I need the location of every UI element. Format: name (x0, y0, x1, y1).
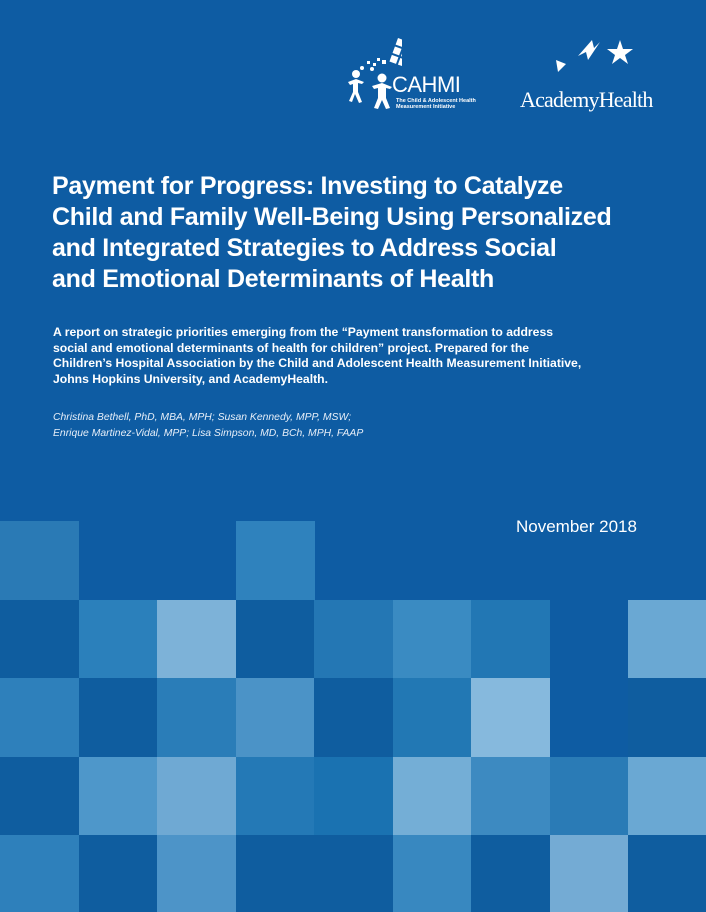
mosaic-tile (628, 678, 706, 757)
description-line-4: Johns Hopkins University, and AcademyHealth. (53, 371, 328, 386)
mosaic-tile (236, 600, 315, 679)
cahmi-subtitle (396, 98, 486, 110)
cahmi-subtitle-line1: The Child & Adolescent Health (396, 98, 476, 104)
mosaic-tile (393, 757, 472, 836)
cahmi-logo (342, 36, 502, 120)
mosaic-tile (314, 600, 393, 679)
mosaic-tile (79, 757, 158, 836)
mosaic-tile (471, 678, 550, 757)
academyhealth-wordmark: AcademyHealth (520, 87, 653, 112)
mosaic-tile (0, 600, 79, 679)
title-line-4: and Emotional Determinants of Health (52, 265, 495, 293)
mosaic-tile (0, 757, 79, 836)
cahmi-wordmark: CAHMI (392, 72, 461, 97)
mosaic-tile (471, 757, 550, 836)
mosaic-tile (236, 757, 315, 836)
report-description (53, 325, 673, 387)
mosaic-tile (314, 835, 393, 912)
report-title (52, 171, 692, 295)
mosaic-tile (0, 521, 79, 600)
mosaic-tile (157, 835, 236, 912)
decorative-mosaic (0, 521, 706, 912)
mosaic-tile (628, 835, 706, 912)
mosaic-tile (236, 835, 315, 912)
mosaic-tile (393, 600, 472, 679)
academyhealth-stars-icon (548, 36, 638, 82)
mosaic-tile (157, 600, 236, 679)
mosaic-tile (471, 600, 550, 679)
mosaic-tile (157, 757, 236, 836)
mosaic-tile (628, 757, 706, 836)
description-line-2: social and emotional determinants of health for children” project. Prepared for the (53, 340, 530, 355)
mosaic-tile (314, 757, 393, 836)
mosaic-tile (157, 678, 236, 757)
mosaic-tile (79, 678, 158, 757)
mosaic-tile (471, 835, 550, 912)
description-line-3: Children’s Hospital Association by the Child and Adolescent Health Measurement Initiative, (53, 356, 582, 371)
academyhealth-logo (518, 36, 668, 116)
mosaic-tile (0, 835, 79, 912)
authors-line-1: Christina Bethell, PhD, MBA, MPH; Susan Kennedy, MPP, MSW; (53, 412, 352, 423)
authors (53, 410, 653, 442)
description-line-1: A report on strategic priorities emerging from the “Payment transformation to address (53, 325, 554, 339)
mosaic-tile (0, 678, 79, 757)
title-line-2: Child and Family Well-Being Using Personalized (52, 203, 612, 231)
mosaic-tile (393, 835, 472, 912)
mosaic-tile (550, 835, 629, 912)
mosaic-tile (314, 678, 393, 757)
mosaic-tile (236, 678, 315, 757)
mosaic-tile (79, 600, 158, 679)
mosaic-tile (79, 835, 158, 912)
mosaic-tile (550, 757, 629, 836)
title-line-3: and Integrated Strategies to Address Social (52, 234, 557, 262)
authors-line-2: Enrique Martinez-Vidal, MPP; Lisa Simpson, MD, BCh, MPH, FAAP (53, 428, 364, 439)
mosaic-tile (393, 678, 472, 757)
title-line-1: Payment for Progress: Investing to Catalyze (52, 172, 563, 200)
mosaic-tile (628, 600, 706, 679)
mosaic-tile (236, 521, 315, 600)
publication-date: November 2018 (516, 517, 637, 536)
cahmi-subtitle-line2: Measurement Initiative (396, 104, 456, 110)
